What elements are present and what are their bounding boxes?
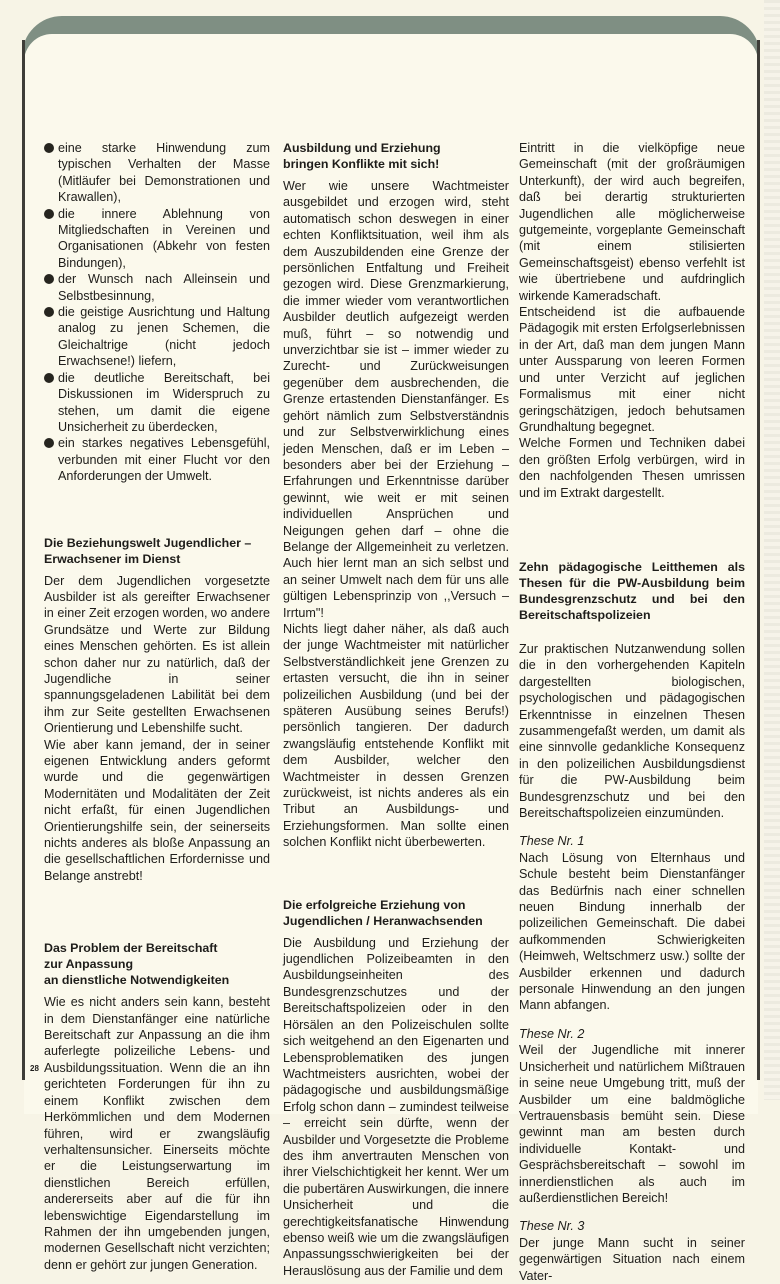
thesis-2: [519, 1026, 745, 1206]
bullet-icon: [44, 307, 54, 317]
body-paragraph: Nichts liegt daher näher, als daß auch der junge Wachtmeister mit natürlicher Selbstverständlichkeit jene Grenzen zu ertasten versucht, die ihn in seiner polizeilichen Ausbildung (und bei der späteren Ausübung seines Berufs!) persönlich tangieren. Der dadurch zwangsläufig entstehende Konflikt mit dem Ausbilder, welcher den Wachtmeister in dessen Grenzen zurückweist, ist nichts anderes als ein Tribut an Ausbildungs- und Erziehungsformen. Man sollte einen solchen Konflikt nicht überbewerten.: [283, 621, 509, 850]
frame-right-border: [757, 40, 760, 1080]
thesis-title: These Nr. 3: [519, 1219, 585, 1234]
body-paragraph: Eintritt in die vielköpfige neue Gemeinschaft (mit der großräumigen Unterkunft), der wird auch begreifen, daß bei derartig strukturierten Jugendlichen alle möglicherweise gutgemeinte, vorgeplante Gemeinschaft (mit einem stilisierten Gemeinschaftsgeist) ebenso verfehlt ist wie übertriebene und aufdringlich wirkende Kameradschaft.: [519, 141, 745, 303]
column-2: [283, 140, 509, 1279]
intro-paragraph: Zur praktischen Nutzanwendung sollen die in den vorhergehenden Kapiteln dargestellten biologischen, psychologischen und pädagogischen Erkenntnisse in einzelnen Thesen zusammengefaßt werden, um damit als eine sinnvolle gedankliche Konsequenz in den polizeilichen Ausbildungsdienst für die PW-Ausbildung beim Bundesgrenzschutz und bei den Bereitschaftspolizeien einzumünden.: [519, 641, 745, 820]
section-heading: Zehn pädagogische Leitthemen als Thesen für die PW-Ausbildung beim Bundesgrenzschutz und bei den Bereitschaftspolizeien: [519, 559, 745, 622]
bullet-icon: [44, 438, 54, 448]
list-item: die innere Ablehnung von Mitgliedschaften in Vereinen und Organisationen (Abkehr von festen Bindungen),: [44, 206, 270, 272]
section-heading: Das Problem der Bereitschaft zur Anpassung an dienstliche Notwendigkeiten: [44, 941, 230, 988]
frame-left-border: [22, 40, 25, 1080]
bullet-icon: [44, 274, 54, 284]
trait-list: [44, 140, 270, 485]
list-item: die geistige Ausrichtung und Haltung analog zu jenen Schemen, die Gleichaltrige (nicht jedoch Erwachsene!) liefern,: [44, 304, 270, 370]
page-number: 28: [30, 1064, 39, 1073]
thesis-title: These Nr. 1: [519, 834, 585, 849]
body-paragraph: Die Ausbildung und Erziehung der jugendlichen Polizeibeamten in den Ausbildungseinheiten des Bundesgrenzschutzes und der Bereitschaftspolizeien oder in den Hörsälen an den Polizeischulen sollte sich weitgehend an den Eigenarten und Lebensproblematiken des jungen Wachtmeisters ausrichten, wobei der pädagogische und ausbildungsmäßige Erfolg schon dann – zumindest teilweise – erreicht sein dürfte, wenn der Ausbilder und Vorgesetzte die Probleme des ihm anvertrauten Menschen von ihrer Vielschichtigkeit her kennt. Wer um die pubertären Auswirkungen, die innere Unsicherheit und die gerechtigkeitsfanatische Hinwendung ebenso weiß wie um die zwangsläufigen Anpassungsschwierigkeiten bei der Herauslösung aus der Familie und dem: [283, 935, 509, 1278]
thesis-text: Der junge Mann sucht in seiner gegenwärtigen Situation nach einem Vater-: [519, 1235, 745, 1283]
section-heading: Die erfolgreiche Erziehung von Jugendlichen / Heranwachsenden: [283, 897, 483, 928]
bullet-icon: [44, 143, 54, 153]
thesis-text: Nach Lösung von Elternhaus und Schule besteht beim Dienstanfänger das Bedürfnis nach einer schnellen neuen Bindung innerhalb der polizeilichen Gemeinschaft. Die dabei aufkommenden Schwierigkeiten (Heimweh, Weltschmerz usw.) sollte der Ausbilder erkennen und dadurch personale Hinwendung an den jungen Mann abfangen.: [519, 850, 745, 1013]
body-paragraph: Welche Formen und Techniken dabei den größten Erfolg verbürgen, wird in den nachfolgenden Thesen umrissen und im Extrakt dargestellt.: [519, 436, 745, 500]
bullet-icon: [44, 209, 54, 219]
list-item: die deutliche Bereitschaft, bei Diskussionen im Widerspruch zu stehen, um damit die eigene Unsicherheit zu überdecken,: [44, 370, 270, 436]
section-heading: Ausbildung und Erziehung bringen Konflikte mit sich!: [283, 141, 441, 171]
list-item: der Wunsch nach Alleinsein und Selbstbesinnung,: [44, 271, 270, 304]
section-heading: Die Beziehungswelt Jugendlicher – Erwachsener im Dienst: [44, 535, 252, 566]
thesis-title: These Nr. 2: [519, 1026, 585, 1041]
body-paragraph: Wer wie unsere Wachtmeister ausgebildet und erzogen wird, steht automatisch schon deswegen in einer echten Konfliktsituation, weil ihm als dem Auszubildenden eine Grenze der persönlichen Entfaltung und Freiheit gezogen wird. Diese Grenzmarkierung, die immer wieder vom verantwortlichen Ausbilder deutlich aufgezeigt werden muß, führt – so notwendig und unverzichtbar sie ist – immer wieder zu Zurecht- und Zurückweisungen gegenüber dem ausbrechenden, die Grenze ertastenden Dienstanfänger. Es gehört nämlich zum Selbstverständnis und zur Selbstverwirklichung eines jeden Menschen, daß er im Leben – besonders aber bei der Erziehung – Erfahrungen und Erkenntnisse darüber gewinnt, wie weit er mit seinen individuellen Ansprüchen und Neigungen gehen darf – ohne die Belange der Allgemeinheit zu verletzen. Auch hier lernt man an sich selbst und an seiner Umwelt nach dem für uns alle gültigen Lebensprinzip von ,,Versuch – Irrtum"!: [283, 179, 509, 620]
body-paragraph: Wie es nicht anders sein kann, besteht in dem Dienstanfänger eine natürliche Bereitschaft zur Anpassung an die ihm auferlegte polizeiliche Lebens- und Ausbildungssituation. Wenn die an ihn gerichteten Forderungen für ihn zu einem Konflikt zwischen dem Herkömmlichen und dem Modernen führen, wird er zwangsläufig verhaltensunsicher. Einerseits möchte er die Leistungserwartung im dienstlichen Bereich erfüllen, andererseits aber auf die für ihn lebenswichtige Eigendarstellung im Rahmen der ihn umgebenden jungen, modernen Gesellschaft nicht verzichten; denn er gehört zur jungen Generation.: [44, 995, 270, 1272]
bullet-icon: [44, 373, 54, 383]
scan-edge: [764, 0, 780, 1100]
column-3: [519, 140, 745, 1284]
body-paragraph: Wie aber kann jemand, der in seiner eigenen Entwicklung anders geformt wurde und die gegenwärtigen Modernitäten und Modalitäten der Zeit nicht erfaßt, für einen Jugendlichen Orientierungshilfe sein, der seinerseits nichts anderes als bloße Anpassung an die gesellschaftlichen Erfordernisse und Belange anstrebt!: [44, 737, 270, 883]
thesis-1: [519, 833, 745, 1013]
thesis-3: [519, 1218, 745, 1284]
body-paragraph: Der dem Jugendlichen vorgesetzte Ausbilder ist als gereifter Erwachsener in einer Zeit erzogen worden, wo andere Grundsätze und Werte zur Bildung eines Menschen gehörten. Es ist allein schon daher nur zu natürlich, daß der Jugendliche in seiner spannungsgeladenen Labilität bei dem ihm zur Seite gestellten Erwachsenen Orientierung und Lebenshilfe sucht.: [44, 573, 270, 736]
list-item: ein starkes negatives Lebensgefühl, verbunden mit einer Flucht vor den Anforderungen der Umwelt.: [44, 435, 270, 484]
body-paragraph: Entscheidend ist die aufbauende Pädagogik mit ersten Erfolgserlebnissen in der Art, daß man dem jungen Mann unter Aussparung von leeren Formen und unter Verzicht auf jeglichen Formalismus mit einer nicht geringschätzigen, jedoch behutsamen Grundhaltung begegnet.: [519, 305, 745, 434]
thesis-text: Weil der Jugendliche mit innerer Unsicherheit und natürlichem Mißtrauen in seine neue Umgebung tritt, muß der Ausbilder um eine baldmögliche Vertrauensbasis bemüht sein. Diese gewinnt man am besten durch individuelle Kontakt- und Gesprächsbereitschaft – sowohl im innerdienstlichen als auch im außerdienstlichen Bereich!: [519, 1043, 745, 1205]
list-item: eine starke Hinwendung zum typischen Verhalten der Masse (Mitläufer bei Demonstrationen und Krawallen),: [44, 140, 270, 206]
column-1: [44, 140, 270, 1273]
